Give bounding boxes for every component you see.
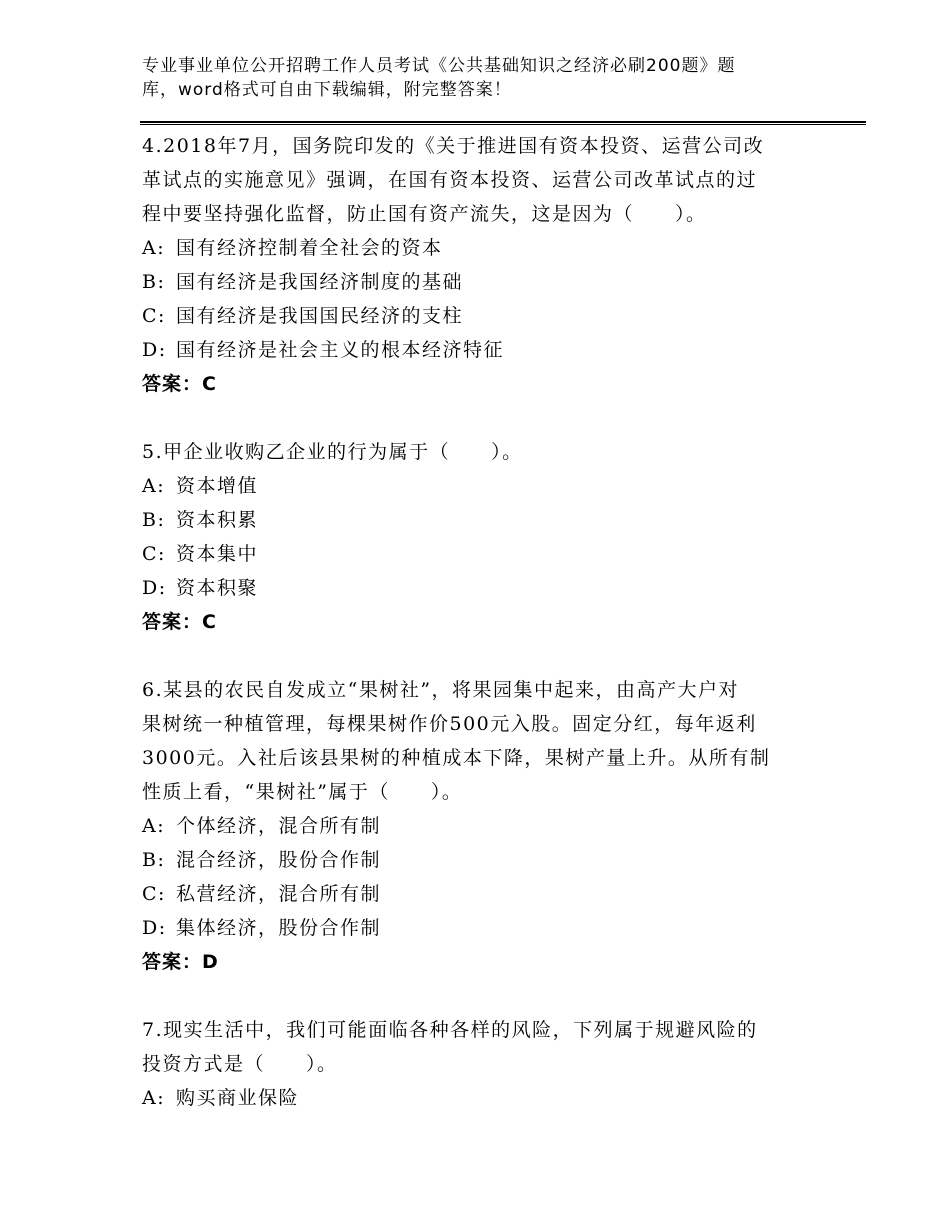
option-text: 国有经济控制着全社会的资本 [176, 237, 443, 259]
header-line: 库，word格式可自由下载编辑，附完整答案！ [142, 80, 512, 100]
option-letter: A: [142, 237, 166, 259]
option-text: 资本积累 [176, 509, 259, 531]
option-text: 私营经济，混合所有制 [176, 883, 382, 905]
stem-line: 程中要坚持强化监督，防止国有资产流失，这是因为（ ）。 [142, 203, 707, 225]
question-list [142, 129, 822, 1115]
answer-label: 答案：C [142, 611, 217, 633]
stem-line: 3000元。入社后该县果树的种植成本下降，果树产量上升。从所有制 [142, 747, 771, 769]
answer-label: 答案：C [142, 373, 217, 395]
option-letter: B: [142, 849, 166, 871]
option-b [142, 265, 822, 299]
question-stem [142, 673, 822, 809]
option-letter: D: [142, 577, 167, 599]
option-c [142, 877, 822, 911]
option-c [142, 537, 822, 571]
option-letter: B: [142, 271, 166, 293]
option-b [142, 843, 822, 877]
question-item [142, 1013, 822, 1115]
option-letter: C: [142, 883, 166, 905]
option-d [142, 911, 822, 945]
option-text: 国有经济是我国国民经济的支柱 [176, 305, 464, 327]
document-header [142, 54, 782, 102]
option-text: 混合经济，股份合作制 [176, 849, 382, 871]
question-stem [142, 1013, 822, 1081]
stem-line: 革试点的实施意见》强调，在国有资本投资、运营公司改革试点的过 [142, 169, 758, 191]
question-item [142, 129, 822, 401]
header-line: 专业事业单位公开招聘工作人员考试《公共基础知识之经济必刷200题》题 [142, 56, 736, 76]
question-stem [142, 129, 822, 231]
question-stem [142, 435, 822, 469]
option-text: 资本积聚 [176, 577, 259, 599]
option-d [142, 333, 822, 367]
option-letter: D: [142, 339, 167, 361]
stem-line: 6.某县的农民自发成立“果树社”，将果园集中起来，由高产大户对 [142, 679, 740, 701]
option-letter: C: [142, 305, 166, 327]
stem-line: 性质上看，“果树社”属于（ ）。 [142, 781, 463, 803]
spacer [142, 639, 822, 673]
option-text: 国有经济是我国经济制度的基础 [176, 271, 464, 293]
option-a [142, 1081, 822, 1115]
option-letter: A: [142, 815, 166, 837]
option-letter: A: [142, 475, 166, 497]
answer-label: 答案：D [142, 951, 219, 973]
option-text: 资本增值 [176, 475, 259, 497]
option-a [142, 809, 822, 843]
stem-line: 7.现实生活中，我们可能面临各种各样的风险，下列属于规避风险的 [142, 1019, 758, 1041]
stem-line: 5.甲企业收购乙企业的行为属于（ ）。 [142, 441, 523, 463]
option-letter: B: [142, 509, 166, 531]
option-text: 国有经济是社会主义的根本经济特征 [176, 339, 505, 361]
option-letter: C: [142, 543, 166, 565]
option-text: 购买商业保险 [176, 1087, 300, 1109]
header-divider [140, 121, 866, 125]
spacer [142, 401, 822, 435]
option-b [142, 503, 822, 537]
stem-line: 4.2018年7月，国务院印发的《关于推进国有资本投资、运营公司改 [142, 135, 765, 157]
question-item [142, 673, 822, 979]
stem-line: 果树统一种植管理，每棵果树作价500元入股。固定分红，每年返利 [142, 713, 757, 735]
option-d [142, 571, 822, 605]
stem-line: 投资方式是（ ）。 [142, 1053, 338, 1075]
option-letter: D: [142, 917, 167, 939]
option-text: 个体经济，混合所有制 [176, 815, 382, 837]
question-item [142, 435, 822, 639]
option-text: 资本集中 [176, 543, 259, 565]
option-a [142, 231, 822, 265]
option-a [142, 469, 822, 503]
spacer [142, 979, 822, 1013]
option-c [142, 299, 822, 333]
option-text: 集体经济，股份合作制 [176, 917, 382, 939]
option-letter: A: [142, 1087, 166, 1109]
